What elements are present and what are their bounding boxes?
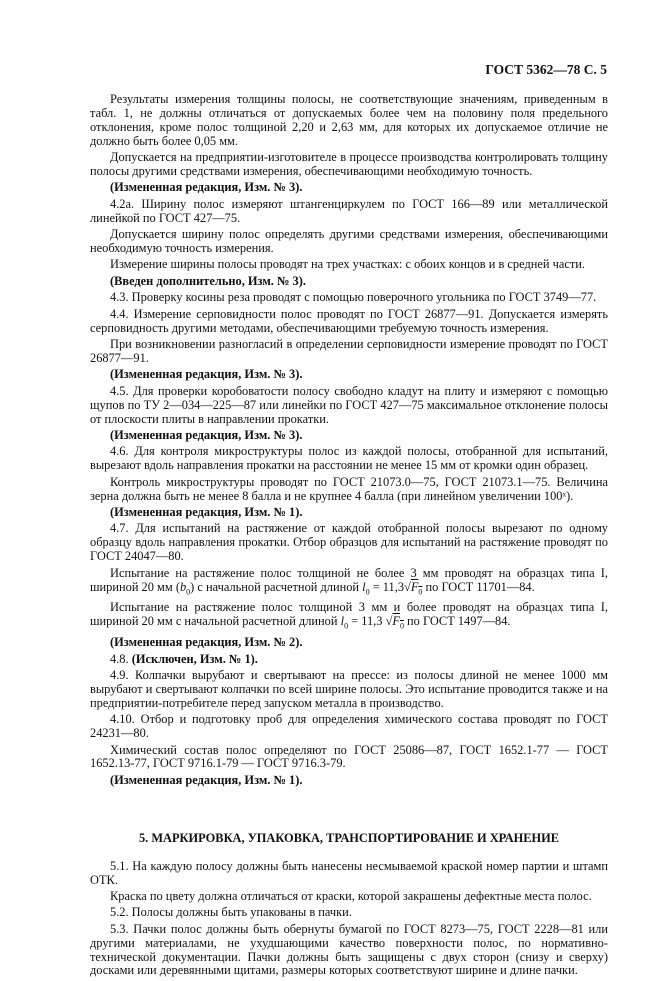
- radicand: [392, 614, 404, 631]
- text: = 11,3 √: [348, 614, 393, 629]
- paragraph: [90, 653, 608, 667]
- paragraph: 4.3. Проверку косины реза проводят с помощью поверочного угольника по ГОСТ 3749—77.: [110, 290, 597, 305]
- sub: 0: [365, 586, 370, 596]
- sub: 0: [418, 586, 423, 596]
- amendment-note: (Измененная редакция, Изм. № 1).: [110, 772, 303, 787]
- paragraph: 4.10. Отбор и подготовку проб для определения химического состава проводят по ГОСТ 24231—80.: [90, 712, 608, 741]
- paragraph: 4.7. Для испытаний на растяжение от каждой отобранной полосы вырезают по одному образцу вдоль направления прокатки. Отбор образцов для испытаний на растяжение проводят по ГОСТ 24047—80.: [90, 521, 608, 564]
- paragraph-formula-1: [90, 567, 608, 599]
- text: = 11,3√: [369, 579, 411, 594]
- paragraph: Измерение ширины полосы проводят на трех участках: с обоих концов и в средней части.: [110, 257, 586, 272]
- paragraph: Химический состав полос определяют по ГОСТ 25086—87, ГОСТ 1652.1-77 — ГОСТ 1652.13-77, ГОСТ 9716.1-79 — ГОСТ 9716.3-79.: [90, 742, 608, 771]
- text: Испытание на растяжение полос толщиной не более 3 мм проводят на образцах типа I, шириной 20 мм (: [90, 565, 608, 594]
- amendment-note: (Измененная редакция, Изм. № 3).: [110, 180, 303, 195]
- excluded-note: (Исключен, Изм. № 1).: [131, 651, 258, 666]
- paragraph: 4.6. Для контроля микроструктуры полос из каждой полосы, отобранной для испытаний, вырезают вдоль направления прокатки на расстоянии не менее 15 мм от кромки один образец.: [90, 444, 608, 473]
- section-heading: 5. МАРКИРОВКА, УПАКОВКА, ТРАНСПОРТИРОВАНИЕ И ХРАНЕНИЕ: [138, 830, 560, 845]
- text: по ГОСТ 1497—84.: [403, 614, 511, 629]
- amendment-note: (Измененная редакция, Изм. № 2).: [110, 635, 303, 650]
- page-header: ГОСТ 5362—78 С. 5: [485, 62, 607, 77]
- paragraph: Результаты измерения толщины полосы, не соответствующие значениям, приведенным в табл. 1, не должны отличаться от допускаемых более чем на половину поля предельного отклонения, кроме полос толщиной 2,20 и 2,63 мм, для которых их допускаемое отличие не должно быть более 0,05 мм.: [90, 92, 608, 148]
- radicand: [411, 580, 423, 594]
- text: по ГОСТ 11701—84.: [422, 579, 535, 594]
- text: ) с начальной расчетной длиной: [190, 579, 363, 594]
- var-F: F: [392, 614, 400, 629]
- document-body: [90, 93, 608, 981]
- sub: 0: [186, 586, 191, 596]
- paragraph: 4.4. Измерение серповидности полос проводят по ГОСТ 26877—91. Допускается измерять серповидность другими методами, обеспечивающими требуемую точность измерения.: [90, 306, 608, 335]
- paragraph: Допускается ширину полос определять другими средствами измерения, обеспечивающими необходимую точность измерения.: [90, 227, 608, 256]
- paragraph-formula-2: [90, 601, 608, 633]
- paragraph: Контроль микроструктуры проводят по ГОСТ 21073.0—75, ГОСТ 21073.1—75. Величина зерна должна быть не менее 8 балла и не крупнее 4 балла (при линейном увеличении 100ˣ).: [90, 474, 608, 503]
- text: 4.8.: [110, 651, 132, 666]
- var-F: F: [410, 579, 419, 594]
- sub: 0: [399, 621, 404, 631]
- amendment-note: (Измененная редакция, Изм. № 3).: [110, 427, 303, 442]
- paragraph: При возникновении разногласий в определении серповидности измерение проводят по ГОСТ 26877—91.: [90, 337, 608, 365]
- paragraph: 5.1. На каждую полосу должны быть нанесены несмываемой краской номер партии и штамп ОТК.: [90, 858, 608, 887]
- paragraph: 5.2. Полосы должны быть упакованы в пачки.: [110, 905, 352, 920]
- amendment-note: (Измененная редакция, Изм. № 1).: [110, 504, 303, 519]
- paragraph: Допускается на предприятии-изготовителе в процессе производства контролировать толщину полосы другими средствами измерения, обеспечивающими необходимую точность.: [90, 150, 608, 179]
- var-b: b: [179, 579, 187, 594]
- paragraph: 4.9. Колпачки вырубают и свертывают на прессе: из полосы длиной не менее 1000 мм вырубают и свертывают колпачки по всей ширине полосы. Это испытание проводится также и на предприятии-потребителе перед запуском металла в производство.: [90, 667, 608, 710]
- paragraph: Краска по цвету должна отличаться от краски, которой закрашены дефектные места полос.: [110, 888, 592, 903]
- var-l: l: [340, 614, 345, 629]
- paragraph: 4.2а. Ширину полос измеряют штангенциркулем по ГОСТ 166—89 или металлической линейкой по ГОСТ 427—75.: [90, 196, 608, 225]
- paragraph: 4.5. Для проверки коробоватости полосу свободно кладут на плиту и измеряют с помощью щупов по ТУ 2—034—225—87 или линейки по ГОСТ 427—75 максимальное отклонение полосы от плоскости плиты в направлении прокатки.: [90, 383, 608, 426]
- text: Испытание на растяжение полос толщиной 3 мм и более проводят на образцах типа I, шириной 20 мм с начальной расчетной длиной: [90, 600, 608, 629]
- amendment-note: (Введен дополнительно, Изм. № 3).: [110, 273, 306, 288]
- var-l: l: [362, 579, 366, 594]
- sub: 0: [344, 621, 349, 631]
- paragraph: 5.3. Пачки полос должны быть обернуты бумагой по ГОСТ 8273—75, ГОСТ 2228—81 или другими материалами, не ухудшающими качество поверхности полос, по нормативно-технической документации. Пачки должны быть защищены с двух сторон (снизу и сверху) досками или деревянными щитами, размеры которых соответствуют ширине и длине пачки.: [90, 921, 608, 978]
- amendment-note: (Измененная редакция, Изм. № 3).: [110, 367, 303, 382]
